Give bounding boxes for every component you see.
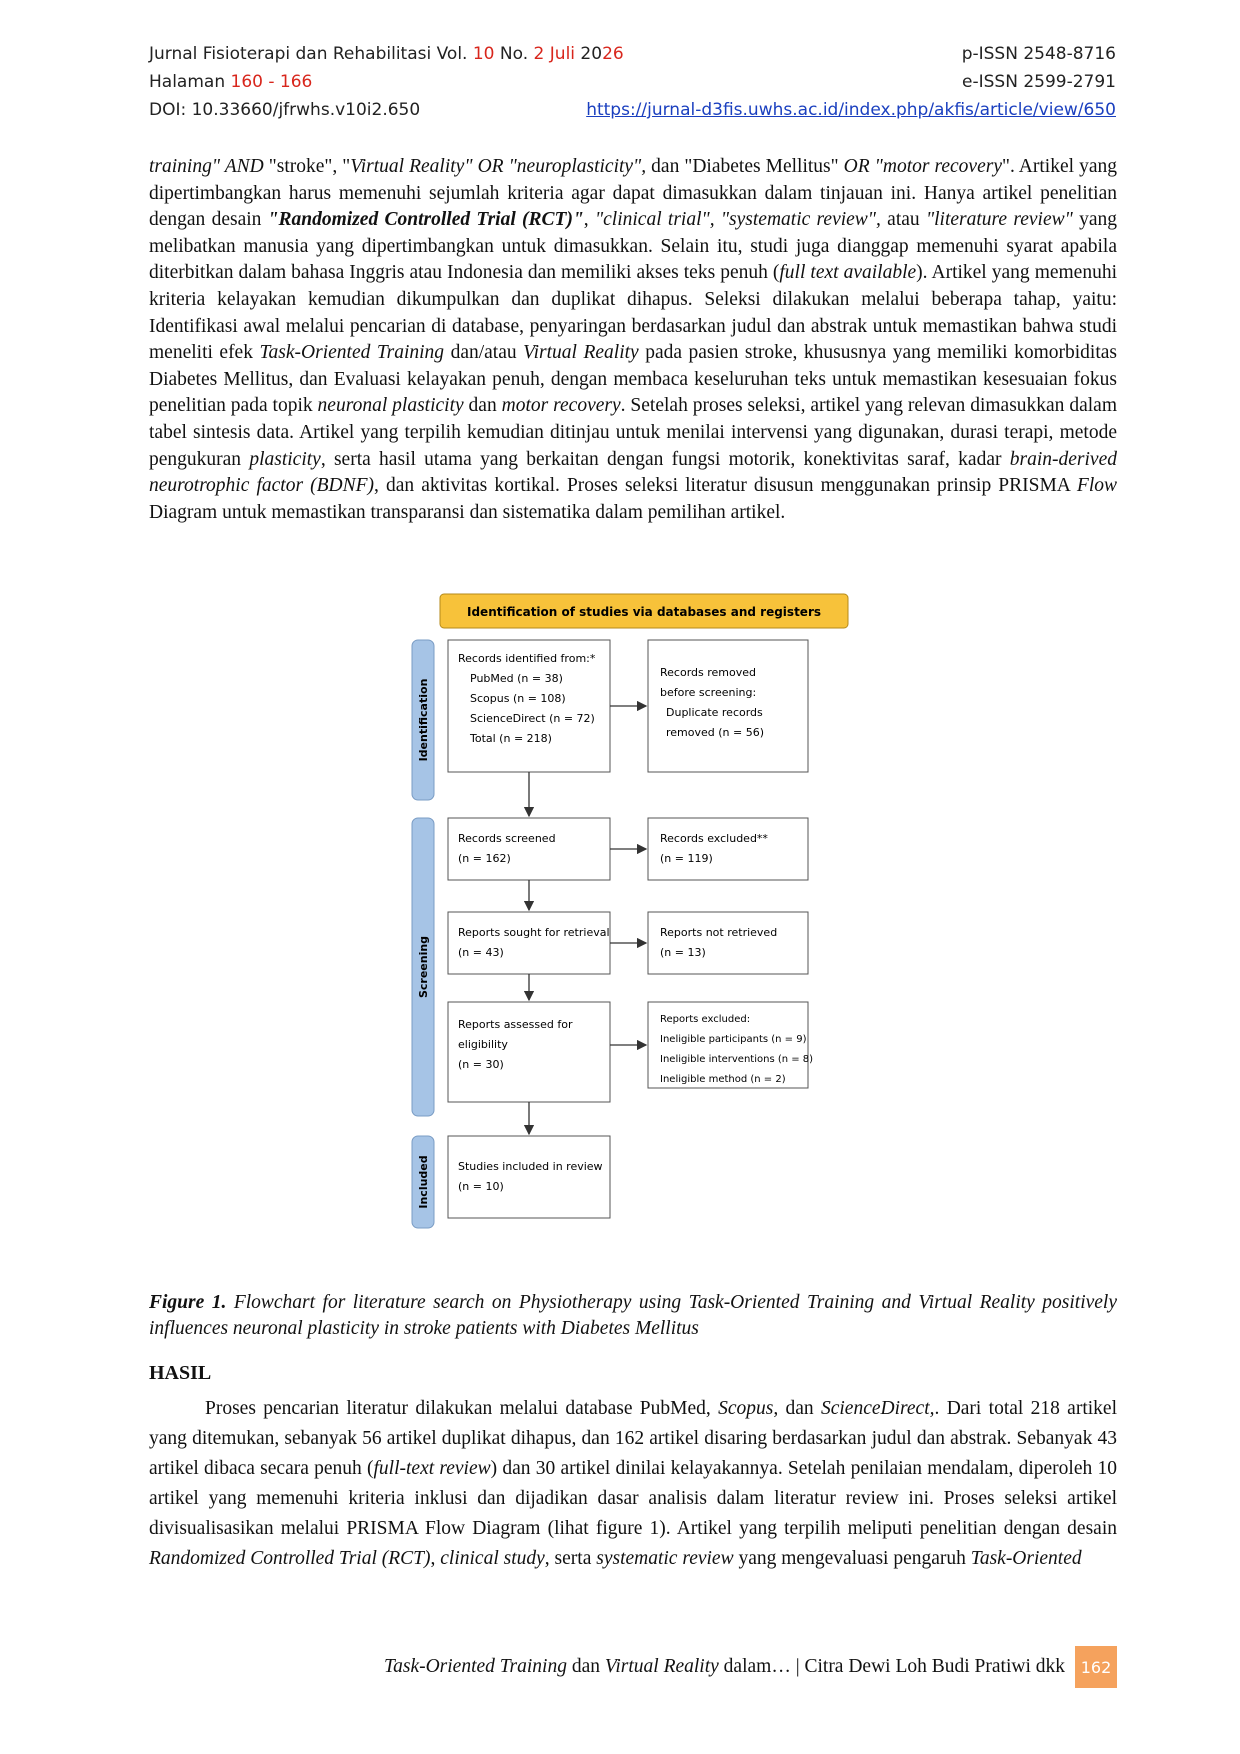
- methods-paragraph: training" AND "stroke", "Virtual Reality" OR "neuroplasticity", dan "Diabetes Mellitus" OR "motor recovery". Artikel yang dipertimbangkan harus memenuhi sejumlah kriteria agar dapat dimasukkan dalam tinjauan ini. Hanya artikel penelitian dengan desain "Randomized Controlled Trial (RCT)", "clinical trial", "systematic review", atau "literature review" yang melibatkan manusia yang dipertimbangkan untuk dimasukkan. Selain itu, studi juga dianggap memenuhi syarat apabila diterbitkan dalam bahasa Inggris atau Indonesia dan memiliki akses teks penuh (full text available). Artikel yang memenuhi kriteria kelayakan kemudian dikumpulkan dan duplikat dihapus. Seleksi dilakukan melalui beberapa tahap, yaitu: Identifikasi awal melalui pencarian di database, penyaringan berdasarkan judul dan abstrak untuk memastikan bahwa studi meneliti efek Task-Oriented Training dan/atau Virtual Reality pada pasien stroke, khususnya yang memiliki komorbiditas Diabetes Mellitus, dan Evaluasi kelayakan penuh, dengan membaca keseluruhan teks untuk memastikan kesesuaian fokus penelitian pada topik neuronal plasticity dan motor recovery. Setelah proses seleksi, artikel yang relevan dimasukkan dalam tabel sintesis data. Artikel yang terpilih kemudian ditinjau untuk menilai intervensi yang digunakan, durasi terapi, metode pengukuran plasticity, serta hasil utama yang berkaitan dengan fungsi motorik, konektivitas saraf, kadar brain-derived neurotrophic factor (BDNF), dan aktivitas kortikal. Proses seleksi literatur disusun menggunakan prinsip PRISMA Flow Diagram untuk memastikan transparansi dan sistematika dalam pemilihan artikel.: [149, 156, 1118, 523]
- doi: DOI: 10.33660/jfrwhs.v10i2.650: [149, 100, 421, 120]
- box-records-removed-text: Records removed before screening: Duplicate records removed (n = 56): [660, 666, 765, 739]
- box-reports-excluded-text: Reports excluded: Ineligible participants (n = 9) Ineligible interventions (n = 8) Ineligible method (n = 2): [660, 1014, 814, 1085]
- box-reports-sought: [448, 912, 610, 974]
- stage-label-screening: Screening: [417, 935, 430, 999]
- box-records-identified-text: Records identified from:* PubMed (n = 38) Scopus (n = 108) ScienceDirect (n = 72) Total (n = 218): [458, 652, 596, 745]
- prisma-flowchart: [398, 592, 868, 1244]
- article-url-link[interactable]: https://jurnal-d3fis.uwhs.ac.id/index.php/akfis/article/view/650: [586, 100, 1116, 120]
- running-header: [149, 40, 1116, 124]
- journal-volume-line: Jurnal Fisioterapi dan Rehabilitasi Vol. 10 No. 2 Juli 2026: [149, 44, 624, 64]
- box-studies-included: [448, 1136, 610, 1218]
- box-reports-assessed-text: Reports assessed for eligibility (n = 30): [458, 1018, 573, 1071]
- running-footer: [240, 1646, 1117, 1688]
- results-paragraph: Proses pencarian literatur dilakukan melalui database PubMed, Scopus, dan ScienceDirect,. Dari total 218 artikel yang ditemukan, sebanyak 56 artikel duplikat dihapus, dan 162 artikel disaring berdasarkan judul dan abstrak. Sebanyak 43 artikel dibaca secara penuh (full-text review) dan 30 artikel dinilai kelayakannya. Setelah penilaian mendalam, diperoleh 10 artikel yang memenuhi kriteria inklusi dan dijadikan dasar analisis dalam literatur review ini. Proses seleksi artikel divisualisasikan melalui PRISMA Flow Diagram (lihat figure 1). Artikel yang terpilih meliputi penelitian dengan desain Randomized Controlled Trial (RCT), clinical study, serta systematic review yang mengevaluasi pengaruh Task-Oriented: [149, 1398, 1117, 1569]
- figure-caption: Figure 1. Flowchart for literature search on Physiotherapy using Task-Oriented Training and Virtual Reality positively influences neuronal plasticity in stroke patients with Diabetes Mellitus: [149, 1292, 1118, 1339]
- section-heading-hasil: HASIL: [149, 1362, 212, 1384]
- box-records-screened: [448, 818, 610, 880]
- box-reports-sought-text: Reports sought for retrieval (n = 43): [458, 926, 610, 959]
- page-number: 162: [1075, 1646, 1117, 1688]
- box-records-excluded-text: Records excluded** (n = 119): [660, 832, 768, 865]
- pissn: p-ISSN 2548-8716: [961, 44, 1116, 64]
- box-reports-assessed: [448, 1002, 610, 1102]
- flowchart-title: Identification of studies via databases and registers: [467, 605, 821, 619]
- box-reports-not-retrieved: [648, 912, 808, 974]
- page-range: Halaman 160 - 166: [149, 72, 313, 92]
- box-records-excluded: [648, 818, 808, 880]
- footer-title: Task-Oriented Training dan Virtual Reality dalam… | Citra Dewi Loh Budi Pratiwi dkk: [384, 1656, 1065, 1677]
- stage-label-included: Included: [417, 1155, 430, 1209]
- figure-label: Figure 1.: [149, 1292, 227, 1313]
- eissn: e-ISSN 2599-2791: [962, 72, 1116, 92]
- box-reports-not-retrieved-text: Reports not retrieved (n = 13): [660, 926, 778, 959]
- box-records-screened-text: Records screened (n = 162): [458, 832, 556, 865]
- box-studies-included-text: Studies included in review (n = 10): [458, 1160, 603, 1193]
- stage-label-identification: Identification: [417, 678, 430, 762]
